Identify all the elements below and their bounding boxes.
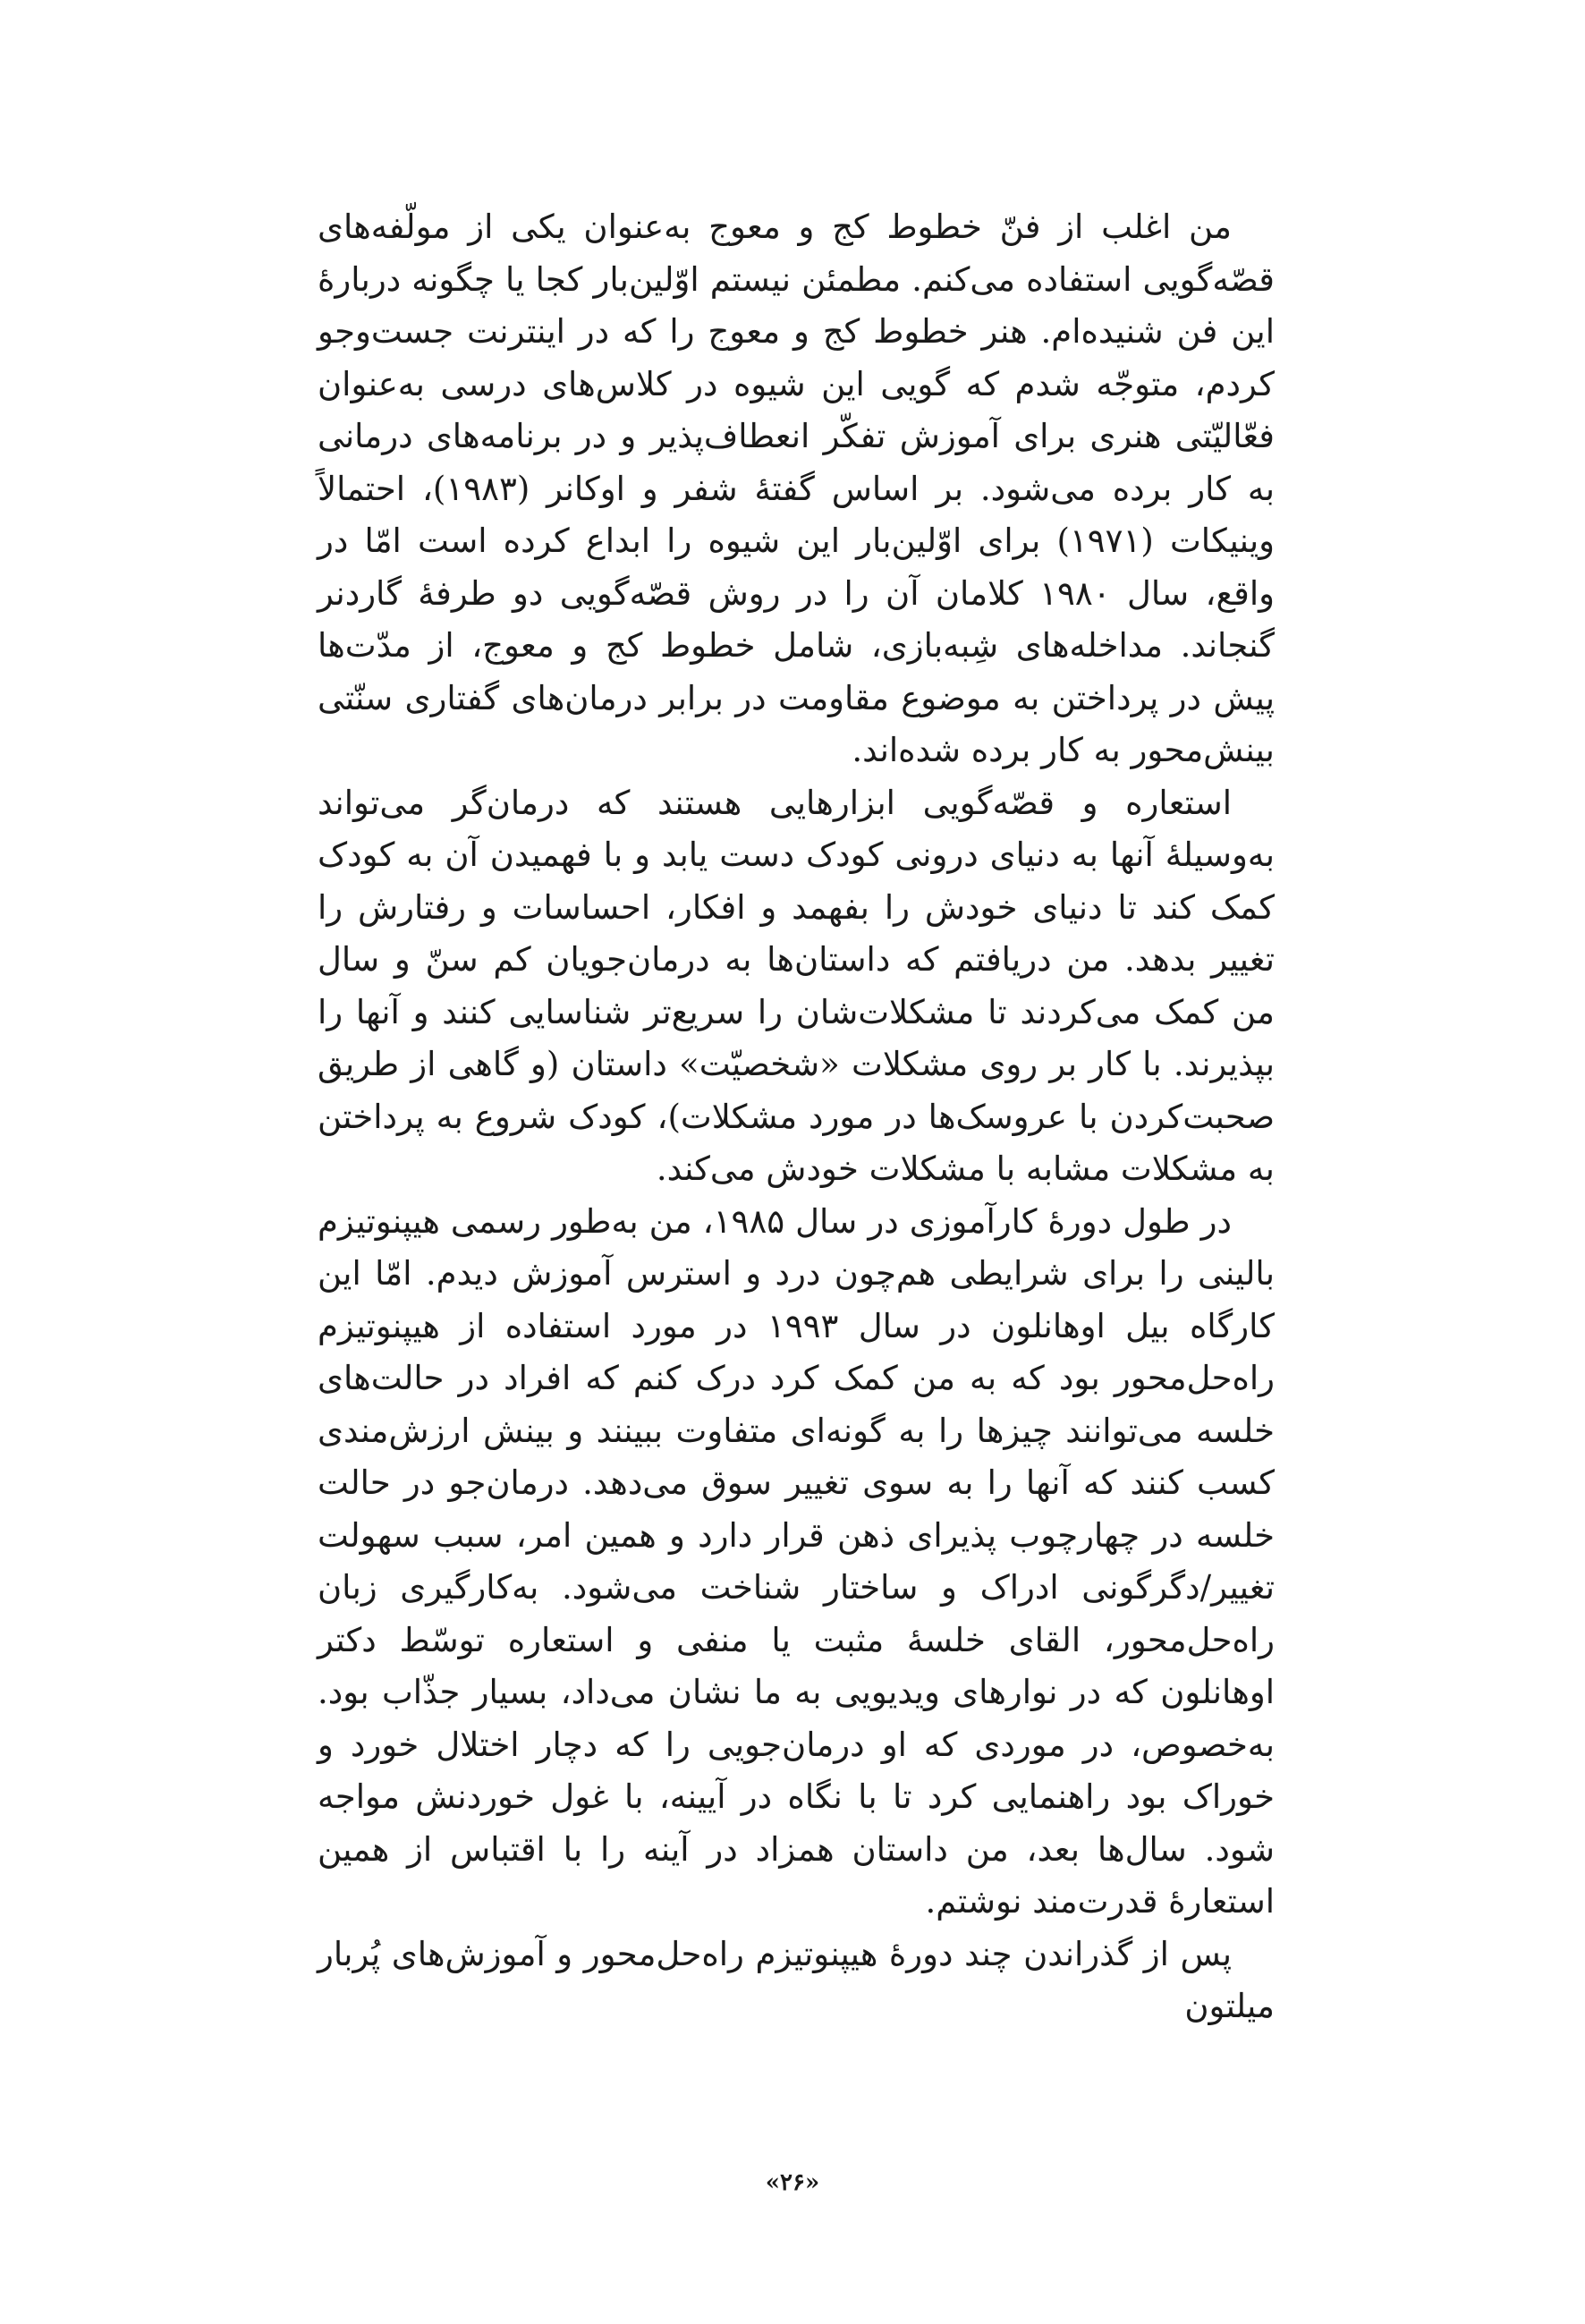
paragraph-1: من اغلب از فنّ خطوط کج و معوج به‌عنوان یکی از مولّفه‌های قصّه‌گویی استفاده می‌کنم. مطمئن نیستم اوّلین‌بار کجا یا چگونه دربارهٔ این فن شنیده‌ام. هنر خطوط کج و معوج را که در اینترنت جست‌وجو کردم، متوجّه شدم که گویی این شیوه در کلاس‌های درسی به‌عنوان فعّالیّتی هنری برای آموزش تفکّر انعطاف‌پذیر و در برنامه‌های درمانی به کار برده می‌شود. بر اساس گفتهٔ شفر و اوکانر (۱۹۸۳)، احتمالاً وینیکات (۱۹۷۱) برای اوّلین‌بار این شیوه را ابداع کرده است امّا در واقع، سال ۱۹۸۰ کلامان آن را در روش قصّه‌گویی دو طرفهٔ گاردنر گنجاند. مداخله‌های شِبه‌بازی، شامل خطوط کج و معوج، از مدّت‌ها پیش در پرداختن به موضوع مقاومت در برابر درمان‌های گفتاری سنّتی بینش‌محور به کار برده شده‌اند.: [318, 208, 1275, 769]
paragraph-2: استعاره و قصّه‌گویی ابزارهایی هستند که درمان‌گر می‌تواند به‌وسیلهٔ آنها به دنیای درونی کودک دست یابد و با فهمیدن آن به کودک کمک کند تا دنیای خودش را بفهمد و افکار، احساسات و رفتارش را تغییر بدهد. من دریافتم که داستان‌ها به درمان‌جویان کم سنّ و سال من کمک می‌کردند تا مشکلات‌شان را سریع‌تر شناسایی کنند و آنها را بپذیرند. با کار بر روی مشکلات «شخصیّت» داستان (و گاهی از طریق صحبت‌کردن با عروسک‌ها در مورد مشکلات)، کودک شروع به پرداختن به مشکلات مشابه با مشکلات خودش می‌کند.: [318, 783, 1275, 1188]
document-page: [318, 201, 1275, 2196]
paragraph-4: پس از گذراندن چند دورهٔ هیپنوتیزم راه‌حل‌محور و آموزش‌های پُربار میلتون: [318, 1934, 1275, 2025]
page-number: «۲۶»: [765, 2169, 820, 2196]
paragraph-3: در طول دورهٔ کارآموزی در سال ۱۹۸۵، من به‌طور رسمی هیپنوتیزم بالینی را برای شرایطی هم‌چون درد و استرس آموزش دیدم. امّا این کارگاه بیل اوهانلون در سال ۱۹۹۳ در مورد استفاده از هیپنوتیزم راه‌حل‌محور بود که به من کمک کرد درک کنم که افراد در حالت‌های خلسه می‌توانند چیزها را به گونه‌ای متفاوت ببینند و بینش ارزش‌مندی کسب کنند که آنها را به سوی تغییر سوق می‌دهد. درمان‌جو در حالت خلسه در چهارچوب پذیرای ذهن قرار دارد و همین امر، سبب سهولت تغییر/دگرگونی ادراک و ساختار شناخت می‌شود. به‌کارگیری زبان راه‌حل‌محور، القای خلسهٔ مثبت یا منفی و استعاره توسّط دکتر اوهانلون که در نوارهای ویدیویی به ما نشان می‌داد، بسیار جذّاب بود. به‌خصوص، در موردی که او درمان‌جویی را که دچار اختلال خورد و خوراک بود راهنمایی کرد تا با نگاه در آیینه، با غول خوردنش مواجه شود. سال‌ها بعد، من داستان همزاد در آینه را با اقتباس از همین استعارهٔ قدرت‌مند نوشتم.: [318, 1201, 1276, 1921]
